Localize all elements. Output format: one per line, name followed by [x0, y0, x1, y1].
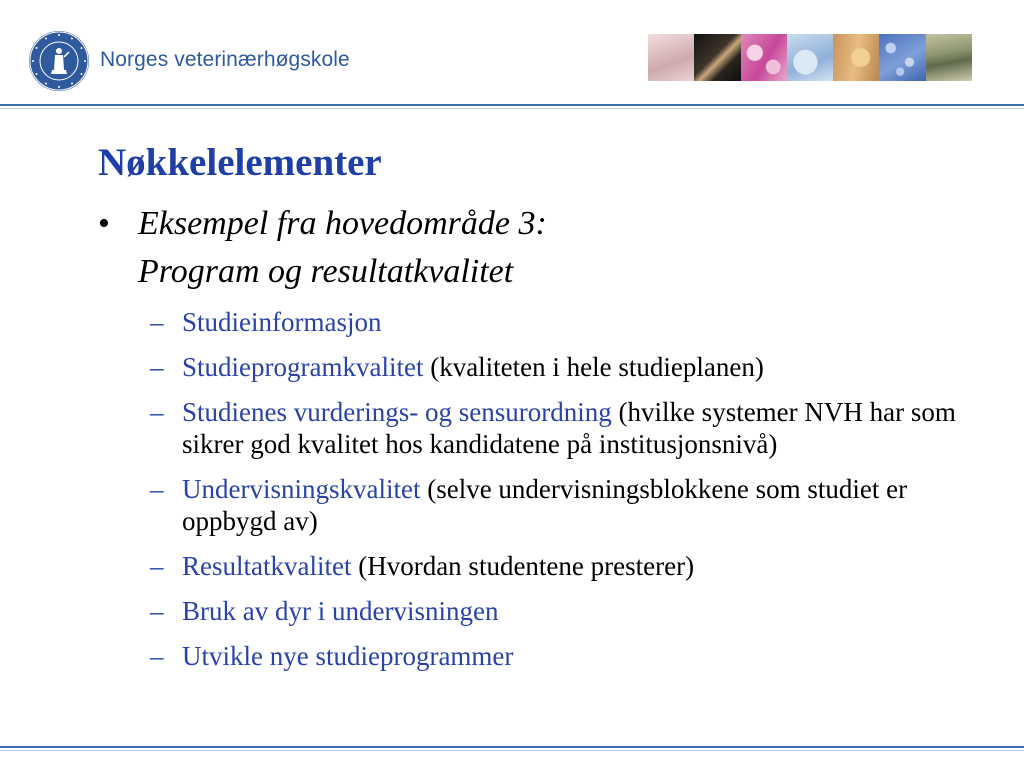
sub-item-detail: (kvaliteten i hele studieplanen)	[423, 352, 764, 382]
main-bullet-text	[138, 200, 547, 296]
dash-marker: –	[150, 551, 164, 581]
sub-item-highlight: Undervisningskvalitet	[182, 474, 421, 504]
cell-blue-photo-icon	[787, 34, 833, 81]
bullet-marker: •	[98, 205, 110, 242]
sub-item-highlight: Utvikle nye studieprogrammer	[182, 641, 514, 671]
grain-tan-photo-icon	[833, 34, 879, 81]
footer-divider-light	[0, 750, 1024, 751]
dash-marker: –	[150, 474, 164, 504]
list-item	[150, 306, 980, 338]
sub-item-detail: (Hvordan studentene presterer)	[351, 551, 695, 581]
nvh-seal-logo-icon	[28, 30, 90, 92]
tissue-magenta-photo-icon	[741, 34, 787, 81]
sub-item-highlight: Resultatkvalitet	[182, 551, 352, 581]
header-divider-light	[0, 108, 1024, 109]
header-divider	[0, 104, 1024, 106]
texture-pink-photo-icon	[648, 34, 694, 81]
sub-item-highlight: Bruk av dyr i undervisningen	[182, 596, 499, 626]
slide-title: Nøkkelelementer	[98, 141, 382, 184]
list-item	[150, 396, 980, 460]
list-item	[150, 351, 980, 383]
fish-green-photo-icon	[926, 34, 972, 81]
microbe-blue-photo-icon	[879, 34, 925, 81]
main-bullet-line-2: Program og resultatkvalitet	[138, 253, 514, 290]
institution-name: Norges veterinærhøgskole	[100, 48, 350, 71]
list-item	[150, 550, 980, 582]
list-item	[150, 595, 980, 627]
sub-bullet-list	[150, 306, 980, 685]
list-item	[150, 640, 980, 672]
sub-item-highlight: Studienes vurderings- og sensurordning	[182, 397, 612, 427]
dash-marker: –	[150, 397, 164, 427]
sub-item-detail: (hvilke systemer NVH har som sikrer god kvalitet hos kandidatene på institusjonsnivå)	[182, 397, 956, 459]
list-item	[150, 473, 980, 537]
sub-item-highlight: Studieinformasjon	[182, 307, 382, 337]
feather-dark-photo-icon	[694, 34, 740, 81]
sub-item-detail: (selve undervisningsblokkene som studiet er oppbygd av)	[182, 474, 908, 536]
sub-item-highlight: Studieprogramkvalitet	[182, 352, 424, 382]
dash-marker: –	[150, 307, 164, 337]
main-bullet-line-1: Eksempel fra hovedområde 3:	[138, 205, 547, 242]
dash-marker: –	[150, 596, 164, 626]
header-photo-strip	[648, 34, 972, 81]
dash-marker: –	[150, 641, 164, 671]
footer-divider	[0, 746, 1024, 748]
dash-marker: –	[150, 352, 164, 382]
slide-header	[0, 0, 1024, 112]
